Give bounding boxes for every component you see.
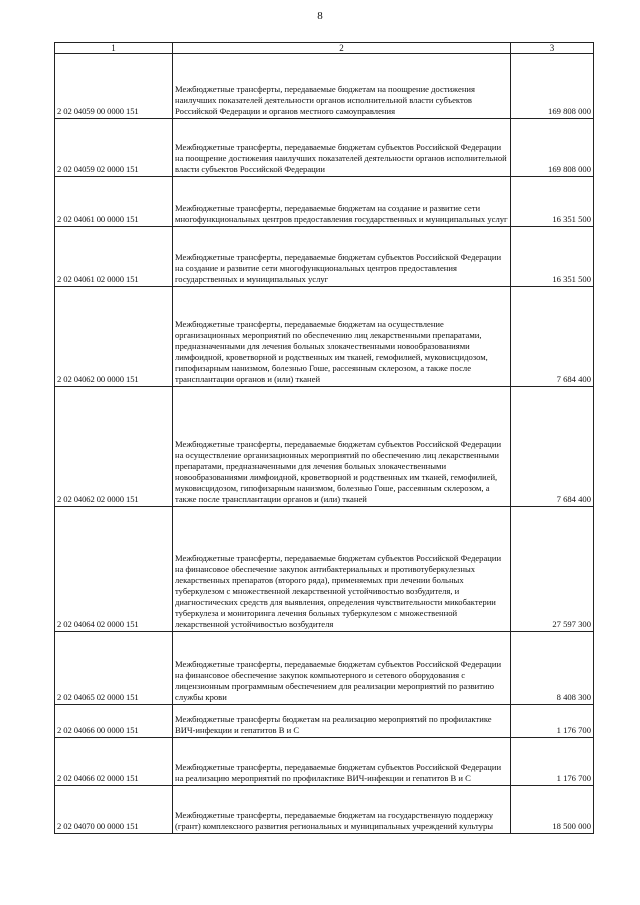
table-row — [55, 54, 594, 119]
table-row — [55, 705, 594, 738]
row-description: Межбюджетные трансферты, передаваемые бюджетам субъектов Российской Федерации на осуществление организационных мероприятий по обеспечению лиц лекарственными препаратами, предназначенными для лечения больных злокачественными новообразованиями лимфоидной, кроветворной и родственных им тканей, гемофилией, муковисцидозом, гипофизарным нанизмом, болезнью Гоше, рассеянным склерозом, а также после трансплантации органов и (или) тканей — [173, 387, 511, 507]
row-description: Межбюджетные трансферты, передаваемые бюджетам субъектов Российской Федерации на поощрение достижения наилучших показателей деятельности органов исполнительной власти субъектов Российской Федерации — [173, 119, 511, 177]
row-amount: 27 597 300 — [511, 507, 594, 632]
row-description: Межбюджетные трансферты, передаваемые бюджетам на создание и развитие сети многофункциональных центров предоставления государственных и муниципальных услуг — [173, 177, 511, 227]
row-description: Межбюджетные трансферты, передаваемые бюджетам субъектов Российской Федерации на реализацию мероприятий по профилактике ВИЧ-инфекции и гепатитов В и С — [173, 738, 511, 786]
row-amount: 1 176 700 — [511, 705, 594, 738]
row-code: 2 02 04066 00 0000 151 — [55, 705, 173, 738]
row-description: Межбюджетные трансферты, передаваемые бюджетам субъектов Российской Федерации на финансовое обеспечение закупок антибактериальных и противотуберкулезных лекарственных препаратов (второго ряда), применяемых при лечении больных туберкулезом с множественной лекарственной устойчивостью возбудителя, и диагностических средств для выявления, определения чувствительности микобактерии туберкулеза и мониторинга лечения больных туберкулезом с множественной лекарственной устойчивостью возбудителя — [173, 507, 511, 632]
header-row — [55, 43, 594, 54]
row-code: 2 02 04059 00 0000 151 — [55, 54, 173, 119]
table-row — [55, 177, 594, 227]
table-row — [55, 387, 594, 507]
table-row — [55, 738, 594, 786]
budget-table — [54, 42, 594, 834]
row-amount: 18 500 000 — [511, 786, 594, 834]
row-code: 2 02 04062 00 0000 151 — [55, 287, 173, 387]
row-code: 2 02 04065 02 0000 151 — [55, 632, 173, 705]
row-code: 2 02 04061 00 0000 151 — [55, 177, 173, 227]
column-header-code: 1 — [55, 43, 173, 54]
row-code: 2 02 04059 02 0000 151 — [55, 119, 173, 177]
row-description: Межбюджетные трансферты, передаваемые бюджетам субъектов Российской Федерации на финансовое обеспечение закупок компьютерного и сетевого оборудования с лицензионным программным обеспечением для реализации мероприятий по развитию службы крови — [173, 632, 511, 705]
row-amount: 16 351 500 — [511, 227, 594, 287]
table-row — [55, 287, 594, 387]
table-body — [55, 54, 594, 834]
row-amount: 16 351 500 — [511, 177, 594, 227]
row-amount: 7 684 400 — [511, 287, 594, 387]
page-number: 8 — [317, 10, 323, 22]
row-amount: 7 684 400 — [511, 387, 594, 507]
row-amount: 169 808 000 — [511, 54, 594, 119]
row-amount: 169 808 000 — [511, 119, 594, 177]
row-description: Межбюджетные трансферты, передаваемые бюджетам на государственную поддержку (грант) комплексного развития региональных и муниципальных учреждений культуры — [173, 786, 511, 834]
row-description: Межбюджетные трансферты, передаваемые бюджетам субъектов Российской Федерации на создание и развитие сети многофункциональных центров предоставления государственных и муниципальных услуг — [173, 227, 511, 287]
row-amount: 8 408 300 — [511, 632, 594, 705]
row-code: 2 02 04066 02 0000 151 — [55, 738, 173, 786]
table-row — [55, 119, 594, 177]
row-code: 2 02 04070 00 0000 151 — [55, 786, 173, 834]
row-code: 2 02 04064 02 0000 151 — [55, 507, 173, 632]
column-header-amount: 3 — [511, 43, 594, 54]
row-description: Межбюджетные трансферты бюджетам на реализацию мероприятий по профилактике ВИЧ-инфекции и гепатитов В и С — [173, 705, 511, 738]
row-code: 2 02 04061 02 0000 151 — [55, 227, 173, 287]
table-row — [55, 227, 594, 287]
table-header — [55, 43, 594, 54]
row-description: Межбюджетные трансферты, передаваемые бюджетам на осуществление организационных мероприятий по обеспечению лиц лекарственными препаратами, предназначенными для лечения больных злокачественными новообразованиями лимфоидной, кроветворной и родственных им тканей, гемофилией, муковисцидозом, гипофизарным нанизмом, болезнью Гоше, рассеянным склерозом, а также после трансплантации органов и (или) тканей — [173, 287, 511, 387]
table-row — [55, 786, 594, 834]
table-row — [55, 507, 594, 632]
row-amount: 1 176 700 — [511, 738, 594, 786]
column-header-description: 2 — [173, 43, 511, 54]
row-description: Межбюджетные трансферты, передаваемые бюджетам на поощрение достижения наилучших показателей деятельности органов исполнительной власти субъектов Российской Федерации и органов местного самоуправления — [173, 54, 511, 119]
table-row — [55, 632, 594, 705]
row-code: 2 02 04062 02 0000 151 — [55, 387, 173, 507]
